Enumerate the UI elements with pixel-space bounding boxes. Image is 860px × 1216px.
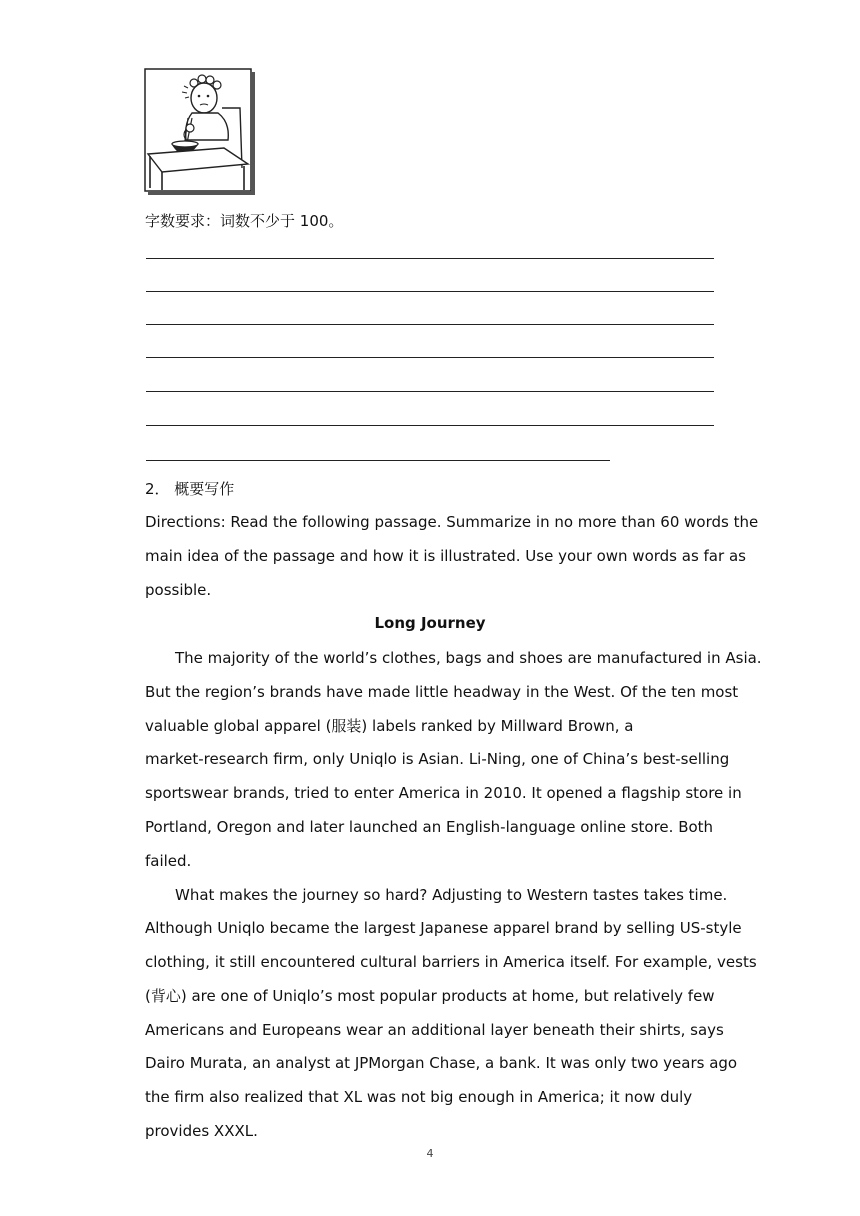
writing-line[interactable] (146, 460, 610, 461)
writing-line[interactable] (146, 291, 714, 292)
passage-line: Although Uniqlo became the largest Japanese apparel brand by selling US-style (145, 919, 742, 937)
passage-line: market-research firm, only Uniqlo is Asian. Li-Ning, one of China’s best-selling (145, 750, 730, 768)
passage-line: The majority of the world’s clothes, bags and shoes are manufactured in Asia. (175, 649, 762, 667)
section-2-heading: 2． 概要写作 (145, 480, 235, 498)
passage-line: the firm also realized that XL was not big enough in America; it now duly (145, 1088, 693, 1106)
passage-line: clothing, it still encountered cultural barriers in America itself. For example, vests (145, 953, 757, 971)
passage-line: Americans and Europeans wear an additional layer beneath their shirts, says (145, 1021, 724, 1039)
writing-line[interactable] (146, 357, 714, 358)
noodle-eating-illustration (144, 68, 256, 196)
writing-line[interactable] (146, 324, 714, 325)
passage-line: valuable global apparel (服装) labels ranked by Millward Brown, a (145, 717, 634, 735)
page-number: 4 (426, 1147, 434, 1160)
passage-line: Portland, Oregon and later launched an English-language online store. Both (145, 818, 714, 836)
passage-line: (背心) are one of Uniqlo’s most popular products at home, but relatively few (145, 987, 715, 1005)
writing-line[interactable] (146, 425, 714, 426)
passage-line: sportswear brands, tried to enter America in 2010. It opened a flagship store in (145, 784, 742, 802)
directions-line: possible. (145, 581, 212, 599)
passage-line: Dairo Murata, an analyst at JPMorgan Chase, a bank. It was only two years ago (145, 1054, 738, 1072)
passage-line: But the region’s brands have made little headway in the West. Of the ten most (145, 683, 739, 701)
writing-line[interactable] (146, 258, 714, 259)
directions-line: main idea of the passage and how it is illustrated. Use your own words as far as (145, 547, 746, 565)
directions-line: Directions: Read the following passage. Summarize in no more than 60 words the (145, 513, 759, 531)
writing-line[interactable] (146, 391, 714, 392)
word-count-requirement: 字数要求：词数不少于 100。 (145, 212, 344, 230)
passage-title: Long Journey (374, 614, 486, 632)
passage-line: failed. (145, 852, 192, 870)
passage-line: provides XXXL. (145, 1122, 258, 1140)
passage-line: What makes the journey so hard? Adjusting to Western tastes takes time. (175, 886, 728, 904)
